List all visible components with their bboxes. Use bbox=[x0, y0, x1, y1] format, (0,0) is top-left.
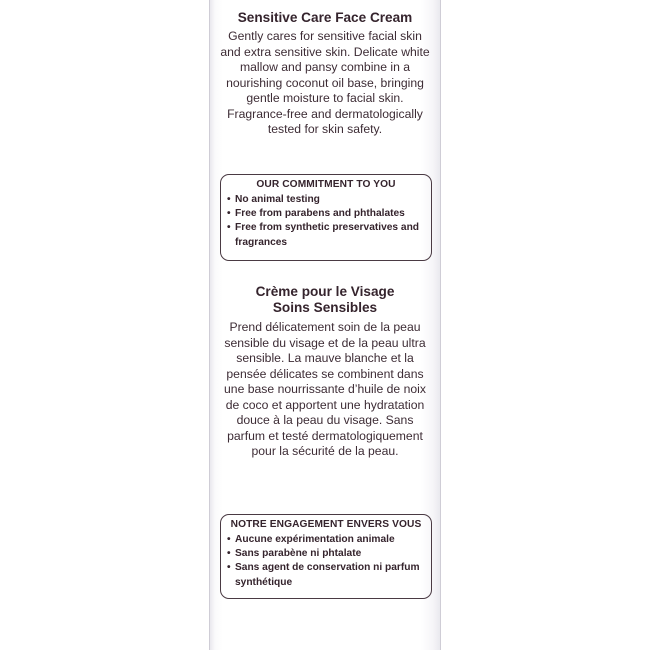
list-item bbox=[227, 561, 425, 589]
list-item-text: No animal testing bbox=[235, 194, 320, 205]
french-title-line2: Soins Sensibles bbox=[272, 300, 378, 315]
list-item-text: Aucune expérimentation animale bbox=[235, 534, 395, 545]
bullet-icon: • bbox=[227, 534, 231, 545]
bullet-icon: • bbox=[227, 548, 231, 560]
english-commitment-list bbox=[227, 193, 425, 250]
list-item-text: Free from synthetic preservatives and fragrances bbox=[235, 222, 420, 248]
french-commitment-box bbox=[220, 514, 432, 599]
french-title bbox=[217, 284, 433, 316]
french-section bbox=[217, 284, 433, 460]
product-box-panel bbox=[209, 0, 441, 650]
english-description: Gently cares for sensitive facial skin and extra sensitive skin. Delicate white mallow and pansy combine in a nourishing coconut oil base, bringing gentle moisture to facial skin. Fragrance-free and dermatologically tested for skin safety. bbox=[220, 29, 430, 136]
bullet-icon: • bbox=[227, 208, 231, 220]
english-commitment-title: OUR COMMITMENT TO YOU bbox=[256, 179, 396, 190]
french-title-line1: Crème pour le Visage bbox=[255, 284, 395, 299]
french-description: Prend délicatement soin de la peau sensible du visage et de la peau ultra sensible. La mauve blanche et la pensée délicates se combinent dans une base nourrissante d’huile de noix de coco et apportent une hydratation douce à la peau du visage. Sans parfum et testé dermatologiquement pour la sécurité de la peau. bbox=[224, 320, 426, 458]
list-item bbox=[227, 193, 425, 207]
list-item-text: Free from parabens and phthalates bbox=[235, 208, 405, 220]
bullet-icon: • bbox=[227, 194, 231, 205]
list-item-text: Sans parabène ni phtalate bbox=[235, 548, 362, 560]
list-item bbox=[227, 533, 425, 547]
list-item-text: Sans agent de conservation ni parfum synthétique bbox=[235, 562, 420, 588]
french-commitment-title: NOTRE ENGAGEMENT ENVERS VOUS bbox=[230, 519, 422, 530]
panel-left-edge bbox=[209, 0, 210, 650]
english-commitment-box bbox=[220, 174, 432, 261]
bullet-icon: • bbox=[227, 222, 231, 234]
english-title: Sensitive Care Face Cream bbox=[237, 10, 413, 25]
list-item bbox=[227, 207, 425, 221]
bullet-icon: • bbox=[227, 562, 231, 574]
list-item bbox=[227, 221, 425, 249]
list-item bbox=[227, 547, 425, 561]
french-commitment-list bbox=[227, 533, 425, 590]
english-section bbox=[217, 10, 433, 138]
panel-right-edge bbox=[440, 0, 441, 650]
